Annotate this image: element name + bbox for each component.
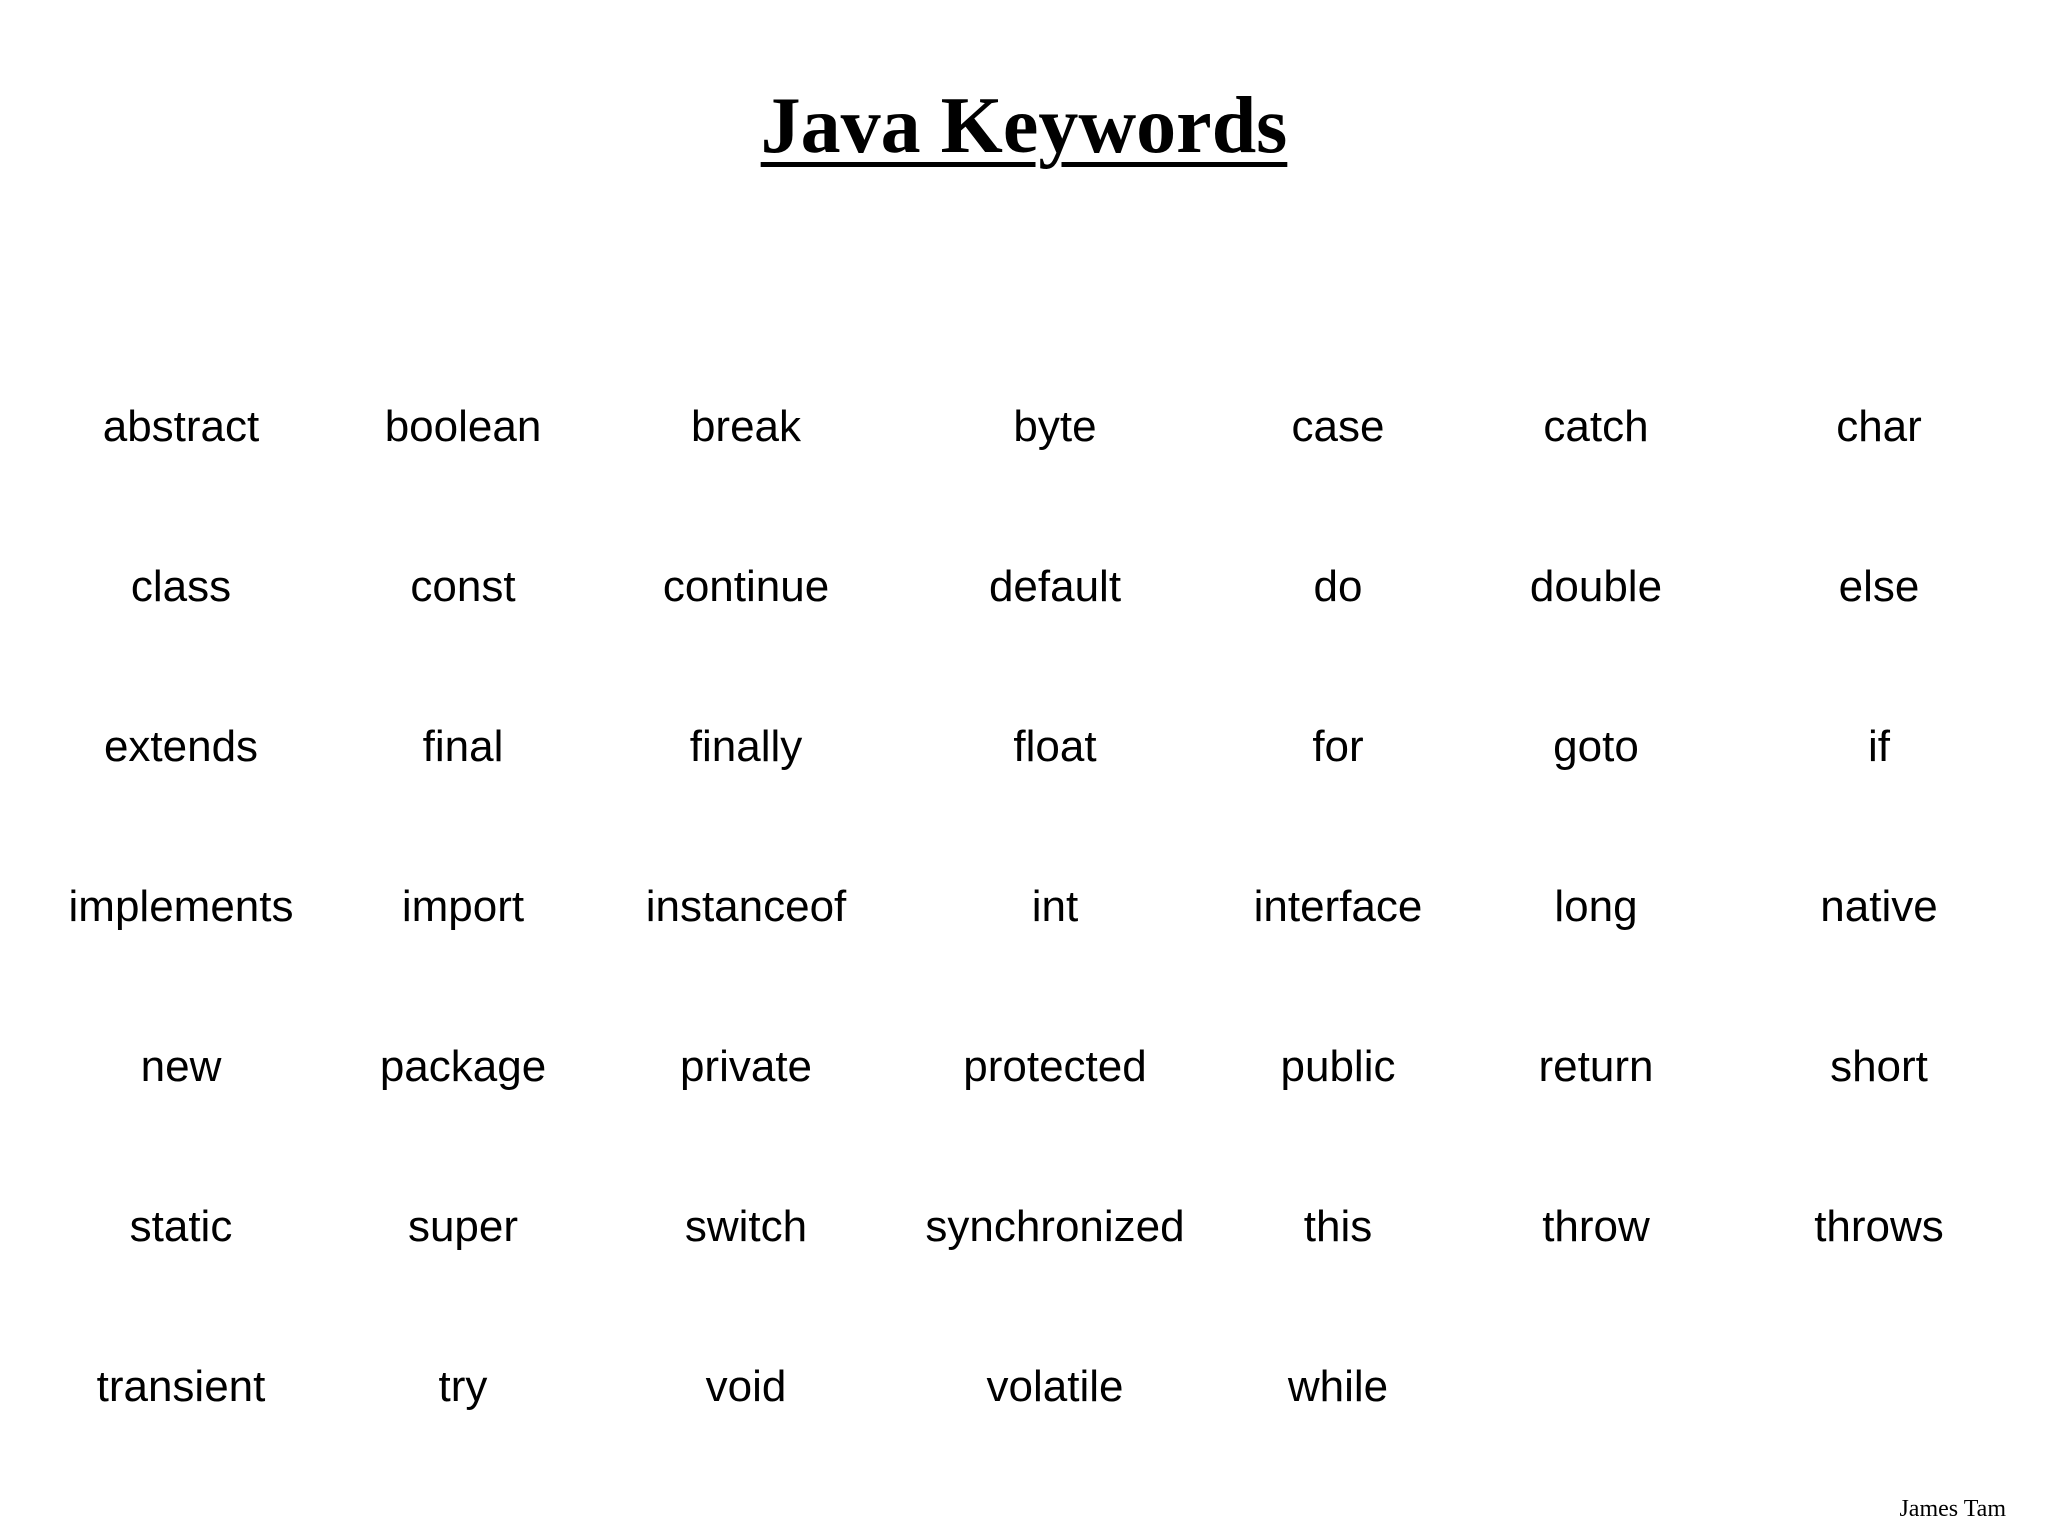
- keyword-item: else: [1838, 562, 1920, 611]
- keyword-item: do: [1313, 562, 1363, 611]
- keyword-item: new: [140, 1042, 222, 1091]
- keyword-grid: [0, 397, 2048, 1517]
- keyword-item: switch: [684, 1202, 808, 1251]
- keyword-item: byte: [1013, 402, 1097, 451]
- keyword-item: int: [1031, 882, 1079, 931]
- keyword-item: abstract: [102, 402, 260, 451]
- keyword-item: class: [130, 562, 232, 611]
- keyword-item: package: [379, 1042, 547, 1091]
- keyword-item: continue: [662, 562, 830, 611]
- keyword-item: if: [1868, 722, 1890, 771]
- keyword-item: final: [422, 722, 504, 771]
- keyword-item: volatile: [986, 1362, 1124, 1411]
- keyword-item: while: [1287, 1362, 1389, 1411]
- keyword-item: protected: [963, 1042, 1147, 1091]
- keyword-item: const: [410, 562, 516, 611]
- keyword-item: transient: [96, 1362, 266, 1411]
- keyword-item: synchronized: [925, 1202, 1185, 1251]
- keyword-item: catch: [1543, 402, 1649, 451]
- keyword-item: static: [129, 1202, 233, 1251]
- author-credit: James Tam: [1899, 1496, 2006, 1522]
- keyword-item: for: [1312, 722, 1364, 771]
- keyword-item: boolean: [384, 402, 542, 451]
- keyword-item: default: [988, 562, 1122, 611]
- keyword-item: instanceof: [645, 882, 847, 931]
- keyword-item: char: [1836, 402, 1922, 451]
- keyword-item: float: [1013, 722, 1097, 771]
- keyword-item: throws: [1814, 1202, 1944, 1251]
- keyword-item: void: [705, 1362, 787, 1411]
- page-title: Java Keywords: [760, 82, 1288, 170]
- keyword-item: super: [407, 1202, 519, 1251]
- keyword-item: implements: [68, 882, 294, 931]
- keyword-item: extends: [103, 722, 259, 771]
- keyword-item: try: [438, 1362, 488, 1411]
- keyword-item: short: [1830, 1042, 1928, 1091]
- keyword-item: import: [401, 882, 525, 931]
- keyword-item: throw: [1542, 1202, 1650, 1251]
- keyword-item: finally: [689, 722, 803, 771]
- keyword-item: case: [1291, 402, 1385, 451]
- keyword-item: this: [1303, 1202, 1373, 1251]
- keyword-item: double: [1529, 562, 1663, 611]
- keyword-item: break: [690, 402, 802, 451]
- keyword-item: interface: [1253, 882, 1423, 931]
- keyword-item: return: [1538, 1042, 1654, 1091]
- keyword-item: public: [1280, 1042, 1396, 1091]
- keyword-item: goto: [1553, 722, 1639, 771]
- keyword-item: native: [1820, 882, 1938, 931]
- keyword-item: long: [1554, 882, 1638, 931]
- keyword-item: private: [679, 1042, 813, 1091]
